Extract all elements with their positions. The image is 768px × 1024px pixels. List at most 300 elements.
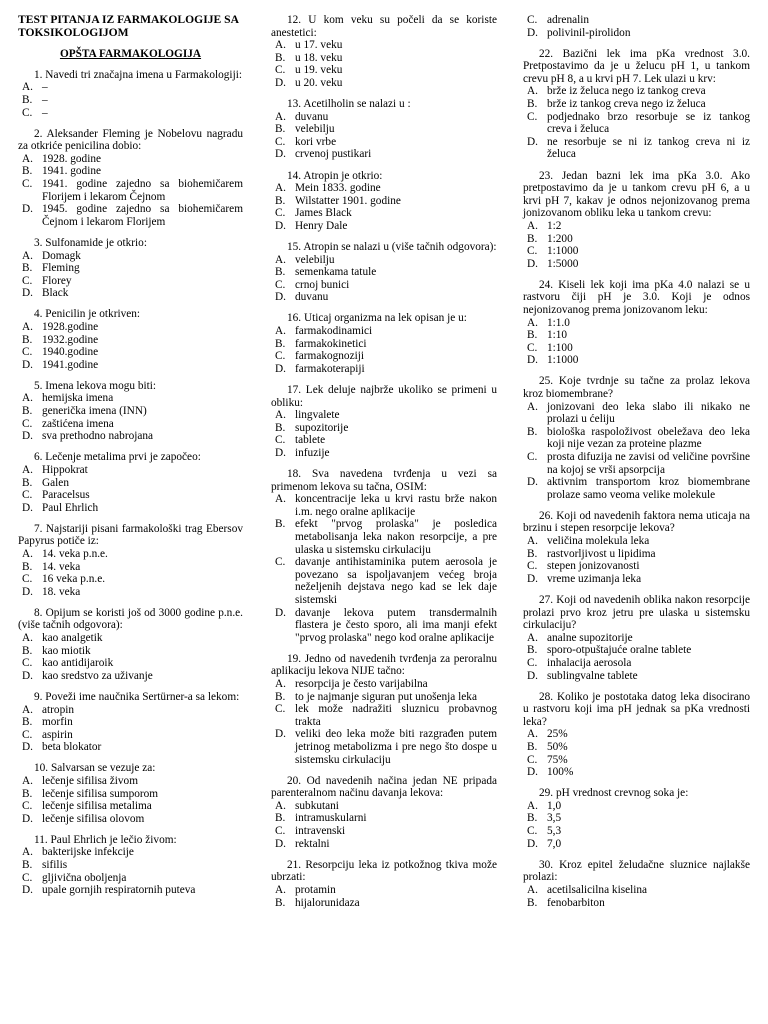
answer-option [271, 434, 497, 447]
option-letter: B. [22, 644, 33, 657]
option-letter: C. [275, 350, 286, 363]
question-text: 24. Kiseli lek koji ima pKa 4.0 nalazi se u rastvoru čiji pH je 3.0. Koji je odnos nejonizovanog prema jonizovanom leku: [523, 278, 750, 316]
answer-option [271, 838, 497, 851]
answer-option [523, 800, 750, 813]
option-text: semenkama tatule [295, 266, 377, 279]
question-text: 12. U kom veku su počeli da se koriste anestetici: [271, 14, 497, 39]
option-text: acetilsalicilna kiselina [547, 883, 648, 896]
option-letter: A. [275, 493, 286, 506]
option-text: prosta difuzija ne zavisi od veličine površine na kojoj se vrši apsorpcija [547, 451, 750, 476]
question-text: 2. Aleksander Fleming je Nobelovu nagradu za otkriće penicilina dobio: [18, 127, 243, 153]
answer-option [271, 812, 497, 825]
answer-option [271, 884, 497, 897]
answer-option [523, 573, 750, 586]
option-text: 50% [547, 740, 568, 753]
option-text: veličina molekula leka [547, 535, 650, 548]
option-text: lečenje sifilisa metalima [42, 800, 152, 813]
option-letter: D. [275, 837, 286, 850]
answer-option [271, 607, 497, 645]
option-letter: B. [527, 98, 538, 111]
answer-option [18, 464, 243, 477]
answer-option [523, 85, 750, 98]
answer-option [18, 741, 243, 754]
option-text: Fleming [42, 262, 80, 275]
option-letter: B. [527, 329, 538, 342]
answer-option [523, 136, 750, 161]
answer-option [18, 275, 243, 288]
question-text: 20. Od navedenih načina jedan NE pripada parenteralnom načinu davanja lekova: [271, 774, 497, 800]
option-text: intramuskularni [295, 812, 367, 825]
answer-option [271, 409, 497, 422]
option-text: velebilju [295, 253, 335, 266]
question-block [18, 451, 243, 514]
question-text: 8. Opijum se koristi još od 3000 godine p.n.e. (više tačnih odgovora): [18, 606, 243, 632]
answer-option [271, 493, 497, 518]
option-text: gljivična oboljenja [42, 871, 127, 884]
question-text: 19. Jedno od navedenih tvrđenja za peroralnu aplikaciju lekova NIJE tačno: [271, 652, 497, 678]
answer-option [271, 325, 497, 338]
answer-option [18, 107, 243, 120]
option-letter: C. [527, 245, 538, 258]
option-letter: D. [275, 606, 286, 619]
answer-option [18, 81, 243, 94]
option-text: stepen jonizovanosti [547, 560, 640, 573]
option-letter: D. [275, 446, 286, 459]
option-letter: A. [275, 325, 286, 338]
answer-option [523, 342, 750, 355]
option-text: 7,0 [547, 837, 562, 850]
option-letter: A. [527, 316, 538, 329]
answer-option [271, 254, 497, 267]
answer-option [18, 405, 243, 418]
option-letter: B. [527, 644, 538, 657]
option-letter: C. [22, 489, 33, 502]
option-text: ne resorbuje se ni iz tankog creva ni iz želuca [547, 135, 750, 161]
question-text: 29. pH vrednost crevnog soka je: [539, 787, 689, 800]
answer-option [271, 182, 497, 195]
option-text: 1:10 [547, 329, 568, 342]
answer-option [18, 321, 243, 334]
answer-option [18, 775, 243, 788]
option-letter: D. [527, 135, 538, 148]
option-letter: D. [527, 26, 538, 39]
option-letter: A. [275, 39, 286, 52]
answer-option [18, 704, 243, 717]
question-text: 6. Lečenje metalima prvi je započeo: [34, 451, 201, 464]
option-letter: D. [527, 354, 538, 367]
answer-option [523, 644, 750, 657]
option-letter: A. [22, 547, 33, 560]
answer-option [18, 418, 243, 431]
answer-option [271, 148, 497, 161]
option-letter: B. [275, 194, 286, 207]
option-letter: A. [22, 152, 33, 165]
option-text: inhalacija aerosola [547, 656, 632, 669]
option-letter: A. [527, 631, 538, 644]
option-letter: B. [22, 859, 33, 872]
question-block [18, 607, 243, 683]
option-text: morfin [42, 716, 73, 729]
option-text: 1,0 [547, 799, 562, 812]
section-heading: OPŠTA FARMAKOLOGIJA [59, 48, 202, 61]
question-block [271, 98, 497, 161]
answer-option [18, 489, 243, 502]
option-text: analne supozitorije [547, 631, 633, 644]
option-letter: C. [275, 207, 286, 220]
answer-option [18, 262, 243, 275]
answer-option [523, 825, 750, 838]
option-text: aspirin [42, 728, 73, 741]
option-letter: D. [22, 741, 33, 754]
answer-option [18, 716, 243, 729]
option-text: rektalni [295, 837, 330, 850]
question-block [18, 834, 243, 897]
question-block [523, 691, 750, 779]
question-block [523, 279, 750, 367]
answer-option [18, 573, 243, 586]
option-text: farmakodinamici [295, 325, 373, 338]
option-text: sva prethodno nabrojana [42, 430, 154, 443]
question-text: 30. Kroz epitel želudačne sluznice najlakše prolazi: [523, 858, 750, 884]
option-text: brže iz tankog creva nego iz želuca [547, 98, 706, 111]
option-letter: D. [22, 287, 33, 300]
option-letter: C. [527, 451, 538, 463]
answer-option [523, 657, 750, 670]
question-text: 14. Atropin je otkrio: [287, 169, 383, 182]
option-letter: D. [22, 430, 33, 443]
option-letter: A. [527, 85, 538, 98]
option-letter: C. [275, 434, 286, 447]
answer-option [523, 245, 750, 258]
answer-option [18, 788, 243, 801]
option-text: Florey [42, 274, 72, 287]
question-block [18, 691, 243, 754]
option-letter: A. [22, 703, 33, 716]
answer-option [523, 451, 750, 476]
option-letter: A. [527, 728, 538, 741]
option-letter: B. [275, 51, 286, 64]
option-letter: C. [527, 110, 538, 123]
answer-option [523, 838, 750, 851]
answer-option [18, 859, 243, 872]
answer-option [18, 392, 243, 405]
option-letter: D. [22, 884, 33, 897]
answer-option [523, 14, 750, 27]
option-letter: C. [22, 417, 33, 430]
answer-option [271, 897, 497, 910]
option-text: farmakokinetici [295, 337, 367, 350]
option-letter: A. [22, 249, 33, 262]
option-text: 1:2 [547, 219, 562, 232]
question-text: 10. Salvarsan se vezuje za: [34, 762, 156, 775]
option-text: velebilju [295, 123, 335, 136]
option-letter: B. [527, 232, 538, 245]
option-letter: A. [22, 463, 33, 476]
answer-option [523, 548, 750, 561]
option-letter: B. [22, 262, 33, 275]
question-block [18, 762, 243, 825]
answer-option [523, 233, 750, 246]
option-letter: D. [22, 585, 33, 598]
option-letter: B. [527, 547, 538, 560]
question-block [271, 14, 497, 90]
answer-option [18, 94, 243, 107]
answer-option [271, 266, 497, 279]
option-text: – [42, 81, 48, 94]
answer-option [271, 350, 497, 363]
answer-option [18, 477, 243, 490]
question-block [523, 594, 750, 682]
answer-option [18, 670, 243, 683]
answer-option [18, 502, 243, 515]
option-letter: C. [527, 753, 538, 766]
option-text: lingvalete [295, 409, 340, 422]
option-text: podjednako brzo resorbuje se iz tankog creva i želuca [547, 110, 750, 136]
answer-option [271, 77, 497, 90]
option-letter: D. [527, 766, 538, 779]
answer-option [523, 728, 750, 741]
document-title: TEST PITANJA IZ FARMAKOLOGIJE SA TOKSIKOLOGIJOM [18, 13, 239, 39]
answer-option [523, 401, 750, 426]
question-block [271, 312, 497, 375]
answer-option [18, 250, 243, 263]
option-text: intravenski [295, 825, 346, 838]
answer-option [18, 548, 243, 561]
option-text: adrenalin [547, 14, 590, 26]
option-letter: D. [527, 837, 538, 850]
option-text: zaštićena imena [42, 417, 114, 430]
option-letter: C. [275, 135, 286, 148]
option-text: Mein 1833. godine [295, 182, 381, 195]
option-letter: A. [275, 799, 286, 812]
question-text: 23. Jedan bazni lek ima pKa 3.0. Ako pretpostavimo da je u tankom crevu pH 6, a u krvi pH 7, kakav je odnos nejonizovanog prema jonizovanom obliku leka u tankom crevu: [523, 169, 750, 220]
option-letter: A. [22, 392, 33, 405]
option-text: generička imena (INN) [42, 405, 147, 418]
question-text: 11. Paul Ehrlich je lečio živom: [34, 833, 177, 846]
option-text: efekt "prvog prolaska" je posledica metabolisanja leka nakon resorpcije, a pre ulaska u sistemsku cirkulaciju [295, 518, 497, 556]
option-letter: A. [22, 846, 33, 859]
option-letter: A. [275, 182, 286, 195]
option-text: sporo-otpuštajuće oralne tablete [547, 644, 692, 657]
option-letter: A. [527, 400, 538, 413]
option-text: 1:200 [547, 232, 573, 245]
answer-option [271, 207, 497, 220]
option-letter: B. [275, 896, 286, 909]
option-letter: A. [275, 678, 286, 690]
option-letter: D. [22, 669, 33, 682]
answer-option [523, 670, 750, 683]
option-letter: C. [22, 573, 33, 586]
question-text: 28. Koliko je postotaka datog leka disocirano u rastvoru koji ima pH jednak sa pKa vrednosti leka? [523, 690, 750, 728]
answer-option [523, 98, 750, 111]
answer-option [523, 27, 750, 40]
option-text: to je najmanje siguran put unošenja leka [295, 690, 477, 703]
answer-option [523, 812, 750, 825]
question-text: 26. Koji od navedenih faktora nema uticaja na brzinu i stepen resorpcije lekova? [523, 509, 750, 535]
question-block [271, 775, 497, 851]
answer-option [523, 766, 750, 779]
option-text: 1941. godine zajedno sa biohemičarem Florijem i lekarom Čejnom [42, 178, 243, 203]
option-letter: C. [22, 800, 33, 813]
option-letter: A. [22, 320, 33, 333]
option-letter: D. [275, 362, 286, 375]
question-block [523, 48, 750, 161]
answer-option [18, 586, 243, 599]
option-text: polivinil-pirolidon [547, 26, 631, 39]
question-block [18, 308, 243, 371]
question-text: 4. Penicilin je otkriven: [34, 308, 141, 321]
answer-option [523, 741, 750, 754]
option-text: Paracelsus [42, 489, 90, 502]
option-letter: B. [22, 716, 33, 729]
answer-option [18, 359, 243, 372]
option-letter: B. [527, 812, 538, 825]
answer-option [18, 165, 243, 178]
option-letter: C. [527, 560, 538, 573]
option-letter: A. [527, 883, 538, 896]
option-text: sublingvalne tablete [547, 669, 638, 682]
option-text: lek može nadražiti sluznicu probavnog trakta [295, 703, 497, 728]
option-letter: C. [527, 656, 538, 669]
option-text: davanje antihistaminika putem aerosola je povezano sa ispoljavanjem većeg broja neželjenih dejstava nego kad se lek daje sistemski [295, 556, 497, 606]
option-text: upale gornjih respiratornih puteva [42, 884, 196, 897]
option-text: 1:1.0 [547, 316, 570, 329]
option-letter: C. [22, 106, 33, 119]
option-text: protamin [295, 883, 336, 896]
option-text: kori vrbe [295, 135, 337, 148]
option-text: Hippokrat [42, 463, 88, 476]
option-text: davanje lekova putem transdermalnih flastera je često sporo, ali ima manji efekt "prvog prolaska" nego kod oralne aplikacije [295, 606, 497, 644]
question-block [271, 241, 497, 304]
option-letter: C. [22, 728, 33, 741]
option-letter: C. [527, 14, 538, 26]
option-text: 75% [547, 753, 568, 766]
answer-option [271, 422, 497, 435]
option-text: bakterijske infekcije [42, 846, 134, 859]
answer-option [271, 52, 497, 65]
option-letter: D. [22, 203, 33, 216]
question-block [523, 859, 750, 909]
answer-option [18, 632, 243, 645]
option-text: u 18. veku [295, 51, 343, 64]
answer-option [523, 535, 750, 548]
question-text: 22. Bazični lek ima pKa vrednost 3.0. Pretpostavimo da je u želucu pH 1, u tankom crevu pH 8, a u krvi pH 7. Lek ulazi u krv: [523, 47, 750, 85]
answer-option [271, 279, 497, 292]
question-block [18, 380, 243, 443]
answer-option [18, 346, 243, 359]
question-text: 16. Uticaj organizma na lek opisan je u: [287, 312, 467, 325]
option-letter: A. [22, 81, 33, 94]
option-text: 1928.godine [42, 320, 99, 333]
option-text: 1940.godine [42, 346, 99, 359]
option-text: resorpcija je često varijabilna [295, 678, 428, 690]
answer-option [18, 800, 243, 813]
answer-option [271, 447, 497, 460]
option-letter: C. [22, 871, 33, 884]
question-block [271, 859, 497, 909]
answer-option [271, 728, 497, 766]
option-letter: C. [22, 346, 33, 359]
option-letter: A. [275, 409, 286, 422]
option-text: Domagk [42, 249, 81, 262]
answer-option [271, 39, 497, 52]
option-text: lečenje sifilisa olovom [42, 812, 145, 825]
option-letter: A. [527, 799, 538, 812]
option-letter: D. [22, 358, 33, 371]
answer-option [18, 430, 243, 443]
question-block [523, 375, 750, 501]
question-text: 1. Navedi tri značajna imena u Farmakologiji: [34, 68, 242, 81]
option-text: brže iz želuca nego iz tankog creva [547, 85, 706, 98]
option-text: 3,5 [547, 812, 562, 825]
option-text: 1941. godine [42, 165, 101, 178]
option-text: u 17. veku [295, 39, 343, 52]
option-letter: B. [22, 476, 33, 489]
answer-option [18, 846, 243, 859]
option-text: duvanu [295, 110, 329, 123]
answer-option [18, 334, 243, 347]
option-letter: B. [22, 333, 33, 346]
option-text: kao antidijaroik [42, 657, 114, 670]
option-letter: D. [527, 572, 538, 585]
question-block [271, 468, 497, 644]
question-text: 27. Koji od navedenih oblika nakon resorpcije prolazi prvo kroz jetru pre ulaska u sistemsku cirkulaciju? [523, 593, 750, 632]
option-text: Henry Dale [295, 219, 348, 232]
option-letter: A. [22, 632, 33, 645]
question-text: 13. Acetilholin se nalazi u : [287, 98, 411, 111]
option-text: 1:5000 [547, 257, 579, 270]
option-letter: B. [275, 123, 286, 136]
option-text: farmakognoziji [295, 350, 365, 363]
answer-option [18, 561, 243, 574]
answer-option [271, 363, 497, 376]
option-text: 1945. godine zajedno sa biohemičarem Čejnom i lekarom Florijem [42, 203, 243, 228]
option-letter: B. [275, 690, 286, 703]
option-letter: D. [527, 669, 538, 682]
option-text: James Black [295, 207, 352, 220]
answer-option [271, 556, 497, 606]
option-letter: A. [275, 253, 286, 266]
option-text: kao analgetik [42, 632, 103, 645]
option-text: fenobarbiton [547, 896, 605, 909]
option-text: 16 veka p.n.e. [42, 573, 106, 586]
answer-option [271, 800, 497, 813]
option-letter: B. [275, 812, 286, 825]
option-text: hijalorunidaza [295, 896, 360, 909]
answer-option [523, 329, 750, 342]
question-text: 15. Atropin se nalazi u (više tačnih odgovora): [287, 241, 497, 253]
option-letter: D. [22, 501, 33, 514]
option-text: 5,3 [547, 825, 562, 838]
option-text: infuzije [295, 446, 330, 459]
option-letter: D. [275, 76, 286, 89]
option-text: u 19. veku [295, 64, 343, 77]
answer-option [271, 64, 497, 77]
answer-option [271, 678, 497, 691]
option-letter: C. [275, 278, 286, 291]
option-text: Wilstatter 1901. godine [295, 194, 401, 207]
question-text: 9. Poveži ime naučnika Sertürner-a sa lekom: [34, 690, 240, 703]
option-text: 100% [547, 766, 574, 779]
option-letter: C. [22, 657, 33, 670]
option-text: 14. veka [42, 560, 81, 573]
answer-option [271, 220, 497, 233]
question-block [523, 170, 750, 271]
option-letter: D. [22, 812, 33, 825]
option-letter: C. [527, 825, 538, 838]
option-letter: C. [275, 703, 286, 716]
option-letter: A. [22, 774, 33, 787]
